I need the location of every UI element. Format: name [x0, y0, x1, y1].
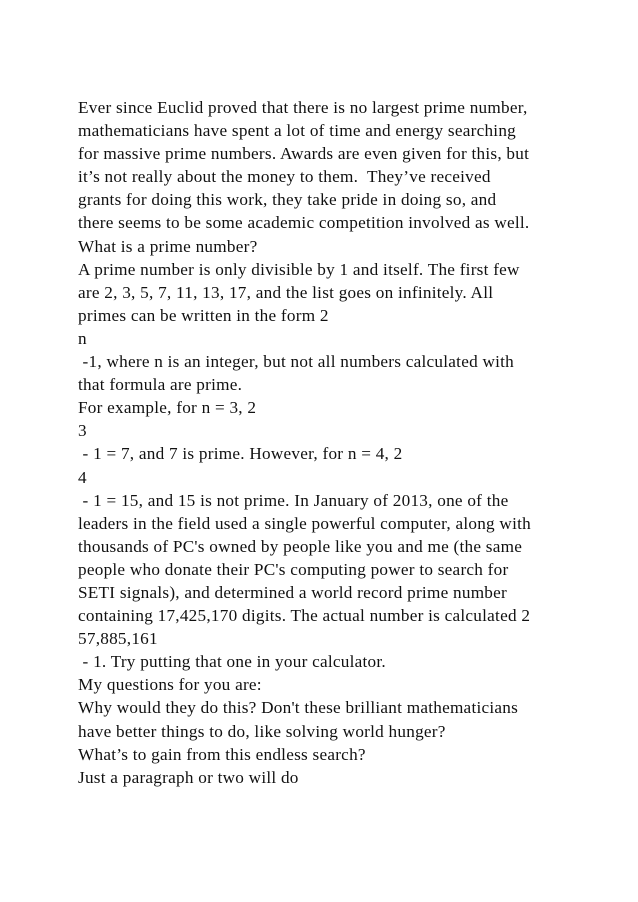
text-line: What’s to gain from this endless search?: [78, 744, 366, 764]
text-line: For example, for n = 3, 2: [78, 398, 257, 418]
text-line: mathematicians have spent a lot of time and energy searching: [78, 121, 517, 141]
text-line: Just a paragraph or two will do: [78, 767, 299, 787]
text-line: primes can be written in the form 2: [78, 305, 329, 325]
text-line: n: [78, 328, 87, 348]
text-line: there seems to be some academic competition involved as well.: [78, 213, 530, 233]
text-line: that formula are prime.: [78, 375, 243, 395]
text-line: My questions for you are:: [78, 675, 262, 695]
text-line: thousands of PC's owned by people like you and me (the same: [78, 536, 523, 556]
text-line: grants for doing this work, they take pride in doing so, and: [78, 190, 497, 210]
text-line: - 1. Try putting that one in your calculator.: [78, 652, 386, 672]
text-line: containing 17,425,170 digits. The actual number is calculated 2: [78, 606, 531, 626]
text-line: A prime number is only divisible by 1 and itself. The first few: [78, 259, 520, 279]
text-line: have better things to do, like solving world hunger?: [78, 721, 446, 741]
text-line: - 1 = 15, and 15 is not prime. In January of 2013, one of the: [78, 490, 509, 510]
text-line: 4: [78, 467, 87, 487]
text-line: What is a prime number?: [78, 236, 258, 256]
text-line: for massive prime numbers. Awards are even given for this, but: [78, 144, 530, 164]
text-line: are 2, 3, 5, 7, 11, 13, 17, and the list goes on infinitely. All: [78, 282, 494, 302]
text-line: -1, where n is an integer, but not all numbers calculated with: [78, 352, 515, 372]
text-line: - 1 = 7, and 7 is prime. However, for n = 4, 2: [78, 444, 403, 464]
text-line: 3: [78, 421, 87, 441]
text-line: people who donate their PC's computing power to search for: [78, 559, 509, 579]
text-line: Ever since Euclid proved that there is no largest prime number,: [78, 98, 528, 117]
text-line: SETI signals), and determined a world record prime number: [78, 582, 508, 602]
text-line: 57,885,161: [78, 629, 158, 649]
text-line: leaders in the field used a single powerful computer, along with: [78, 513, 531, 533]
text-line: it’s not really about the money to them. They’ve received: [78, 167, 491, 187]
text-line: Why would they do this? Don't these brilliant mathematicians: [78, 698, 519, 718]
document-body: [78, 96, 578, 789]
